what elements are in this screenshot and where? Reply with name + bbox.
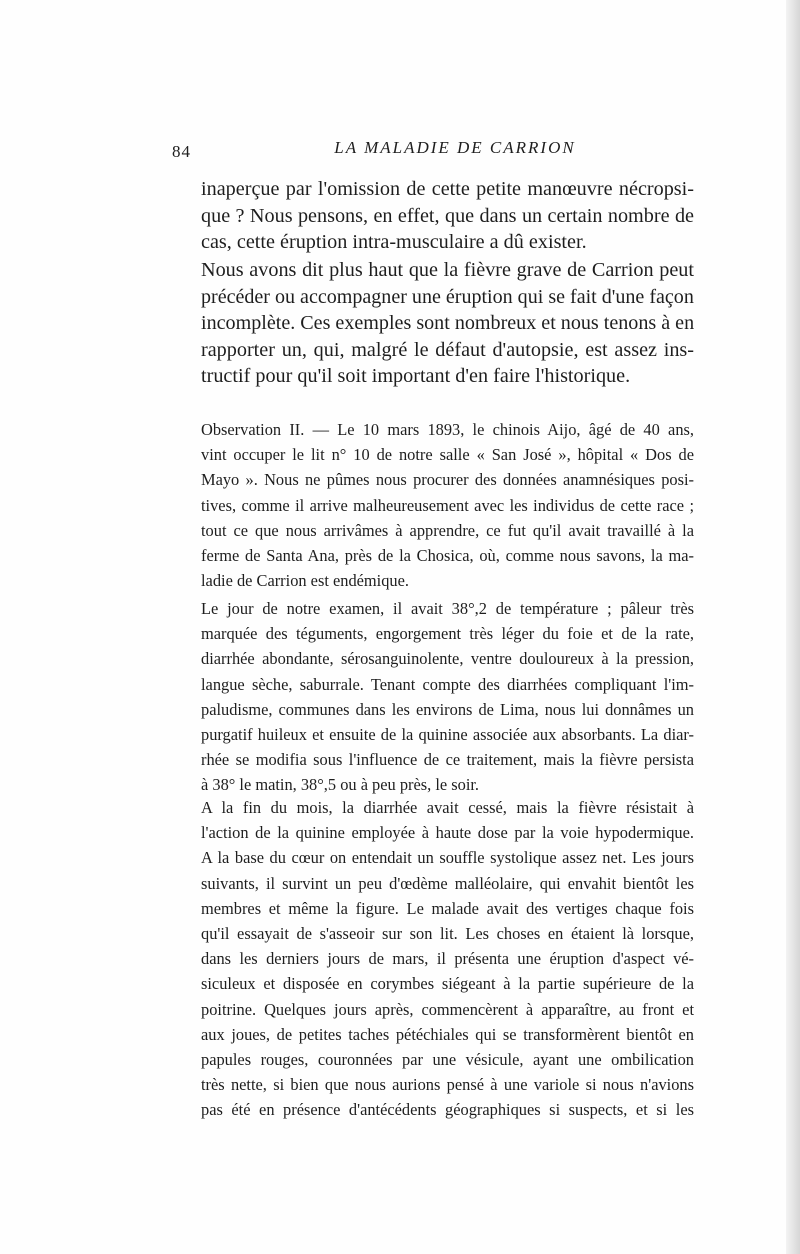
text-line: précéder ou accompagner une éruption qui se fait d'une façon xyxy=(201,285,694,308)
text-line: poitrine. Quelques jours après, commencèrent à apparaître, au front et xyxy=(201,999,694,1019)
text-line: qu'il essayait de s'asseoir sur son lit. Les choses en étaient là lorsque, xyxy=(201,924,694,944)
text-line: Le jour de notre examen, il avait 38°,2 de température ; pâleur très xyxy=(201,599,694,618)
text-line: rapporter un, qui, malgré le défaut d'autopsie, est assez ins- xyxy=(201,338,694,361)
text-line: langue sèche, saburrale. Tenant compte des diarrhées compliquant l'im- xyxy=(201,674,694,694)
text-line: tives, comme il arrive malheureusement avec les individus de cette race ; xyxy=(201,495,694,515)
text-line: Nous avons dit plus haut que la fièvre grave de Carrion peut xyxy=(201,259,694,281)
text-line: incomplète. Ces exemples sont nombreux et nous tenons à en xyxy=(201,312,695,335)
text-line: marquée des téguments, engorgement très léger du foie et de la rate, xyxy=(201,624,694,644)
paragraph-4 xyxy=(201,596,694,798)
text-line: siculeux et disposée en corymbes siégeant à la partie supérieure de la xyxy=(201,974,694,994)
text-line: que ? Nous pensons, en effet, que dans un certain nombre de xyxy=(201,204,694,227)
text-line: aux joues, de petites taches pétéchiales qui se transformèrent bientôt en xyxy=(201,1024,694,1044)
paragraph-1 xyxy=(201,176,694,256)
text-line: inaperçue par l'omission de cette petite manœuvre nécropsi- xyxy=(201,178,694,200)
paragraph-5 xyxy=(201,795,694,1123)
text-line: dans les derniers jours de mars, il présenta une éruption d'aspect vé- xyxy=(201,949,694,969)
text-line: rhée se modifia sous l'influence de ce traitement, mais la fièvre persista xyxy=(201,750,694,770)
paragraph-2 xyxy=(201,257,694,390)
text-line: Mayo ». Nous ne pûmes nous procurer des données anamnésiques posi- xyxy=(201,470,694,490)
page-number: 84 xyxy=(172,142,191,161)
text-line: tout ce que nous arrivâmes à apprendre, ce fut qu'il avait travaillé à la xyxy=(201,520,694,540)
text-line: très nette, si bien que nous aurions pensé à une variole si nous n'avions xyxy=(201,1075,694,1095)
text-line: suivants, il survint un peu d'œdème malléolaire, qui envahit bientôt les xyxy=(201,873,694,893)
running-title: LA MALADIE DE CARRION xyxy=(334,138,576,157)
text-line: membres et même la figure. Le malade avait des vertiges chaque fois xyxy=(201,898,694,918)
text-line: paludisme, communes dans les environs de Lima, nous lui donnâmes un xyxy=(201,699,694,719)
text-line: pas été en présence d'antécédents géographiques si suspects, et si les xyxy=(201,1100,694,1120)
text-line: l'action de la quinine employée à haute dose par la voie hypodermique. xyxy=(201,823,694,843)
text-line: cas, cette éruption intra-musculaire a dû exister. xyxy=(201,231,587,254)
text-line: purgatif huileux et ensuite de la quinine associée aux absorbants. La diar- xyxy=(201,725,694,745)
observation-paragraph xyxy=(201,417,694,593)
text-line: à 38° le matin, 38°,5 ou à peu près, le soir. xyxy=(201,775,480,795)
page-header xyxy=(170,138,700,166)
text-line: A la base du cœur on entendait un souffle systolique assez net. Les jours xyxy=(201,848,694,868)
text-line: ferme de Santa Ana, près de la Chosica, où, comme nous savons, la ma- xyxy=(201,546,694,566)
text-line: A la fin du mois, la diarrhée avait cessé, mais la fièvre résistait à xyxy=(201,798,694,817)
text-line: ladie de Carrion est endémique. xyxy=(201,571,409,591)
text-line: Observation II. — Le 10 mars 1893, le chinois Aijo, âgé de 40 ans, xyxy=(201,420,694,439)
text-line: tructif pour qu'il soit important d'en faire l'historique. xyxy=(201,365,631,388)
text-line: vint occuper le lit n° 10 de notre salle « San José », hôpital « Dos de xyxy=(201,445,694,465)
text-line: diarrhée abondante, sérosanguinolente, ventre douloureux à la pression, xyxy=(201,649,694,669)
text-line: papules rouges, couronnées par une vésicule, ayant une ombilication xyxy=(201,1050,694,1070)
page-edge-shadow xyxy=(786,0,800,1254)
